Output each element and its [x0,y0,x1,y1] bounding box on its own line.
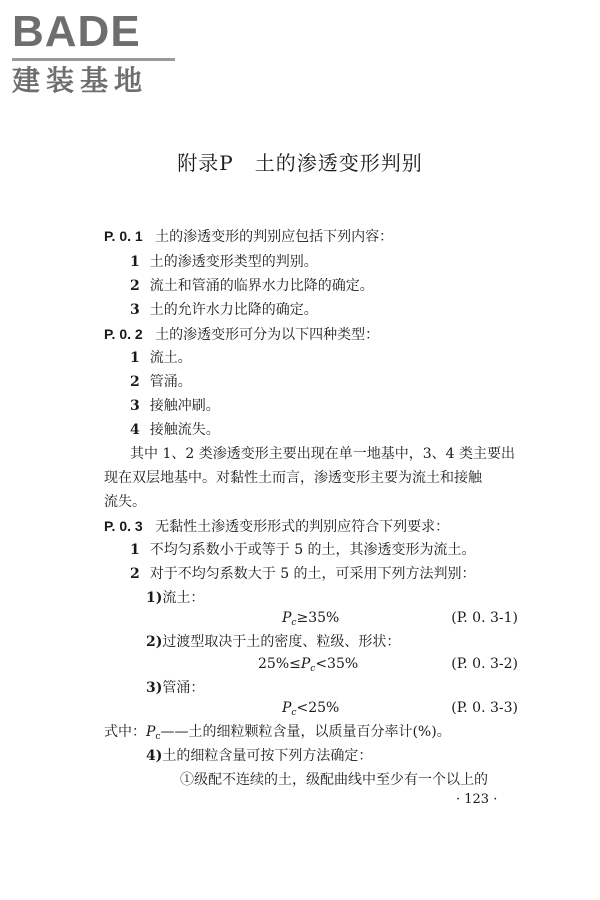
paragraph-line: 流失。 [104,494,146,510]
paragraph-line: 现在双层地基中。对黏性土而言，渗透变形主要为流土和接触 [104,470,482,486]
list-item: 4 接触流失。 [130,422,220,438]
logo-chinese: 建装基地 [12,64,149,97]
where-clause: 式中：$P_c——$土的细粒颗粒含量，以质量百分率计(%)。 [104,724,451,742]
sub-item: 1)流土： [146,590,205,606]
logo-divider [12,58,175,61]
clause-number: P. 0. 2 [104,326,143,342]
paragraph-line: 其中 1、2 类渗透变形主要出现在单一地基中，3、4 类主要出 [130,446,515,462]
sub-item: 2)过渡型取决于土的密度、粒级、形状： [146,634,401,650]
sub-item: 4)土的细粒含量可按下列方法确定： [146,748,373,764]
sub-item: 3)管涌： [146,680,205,696]
clause-p03 [104,516,449,537]
equation-number: (P. 0. 3-1) [451,610,518,626]
list-item: 1 土的渗透变形类型的判别。 [130,254,318,270]
paragraph-line: ①级配不连续的土，级配曲线中至少有一个以上的 [180,772,488,788]
list-item: 2 对于不均匀系数大于 5 的土，可采用下列方法判别： [130,566,476,582]
equation-number: (P. 0. 3-3) [451,700,518,716]
clause-p02 [104,324,379,345]
list-item: 3 土的允许水力比降的确定。 [130,302,318,318]
page-number: · 123 · [456,792,498,807]
list-item: 1 流土。 [130,350,192,366]
clause-text: 无黏性土渗透变形形式的判别应符合下列要求： [155,519,450,535]
list-item: 2 管涌。 [130,374,192,390]
list-item: 3 接触冲刷。 [130,398,220,414]
equation-number: (P. 0. 3-2) [451,656,518,672]
logo-brand: BADE [12,7,141,56]
clause-number: P. 0. 1 [104,228,143,244]
equation-3: $P_c<25\%$ [282,700,340,718]
equation-2: $25\%\le P_c<35\%$ [258,656,359,674]
bade-logo [12,8,177,100]
clause-number: P. 0. 3 [104,518,143,534]
equation-1: $P_c\ge 35\%$ [282,610,340,628]
clause-text: 土的渗透变形的判别应包括下列内容： [155,229,394,245]
clause-text: 土的渗透变形可分为以下四种类型： [155,327,380,343]
clause-p01 [104,226,393,247]
list-item: 2 流土和管涌的临界水力比降的确定。 [130,278,374,294]
appendix-title: 附录P 土的渗透变形判别 [177,151,423,175]
list-item: 1 不均匀系数小于或等于 5 的土，其渗透变形为流土。 [130,542,476,558]
